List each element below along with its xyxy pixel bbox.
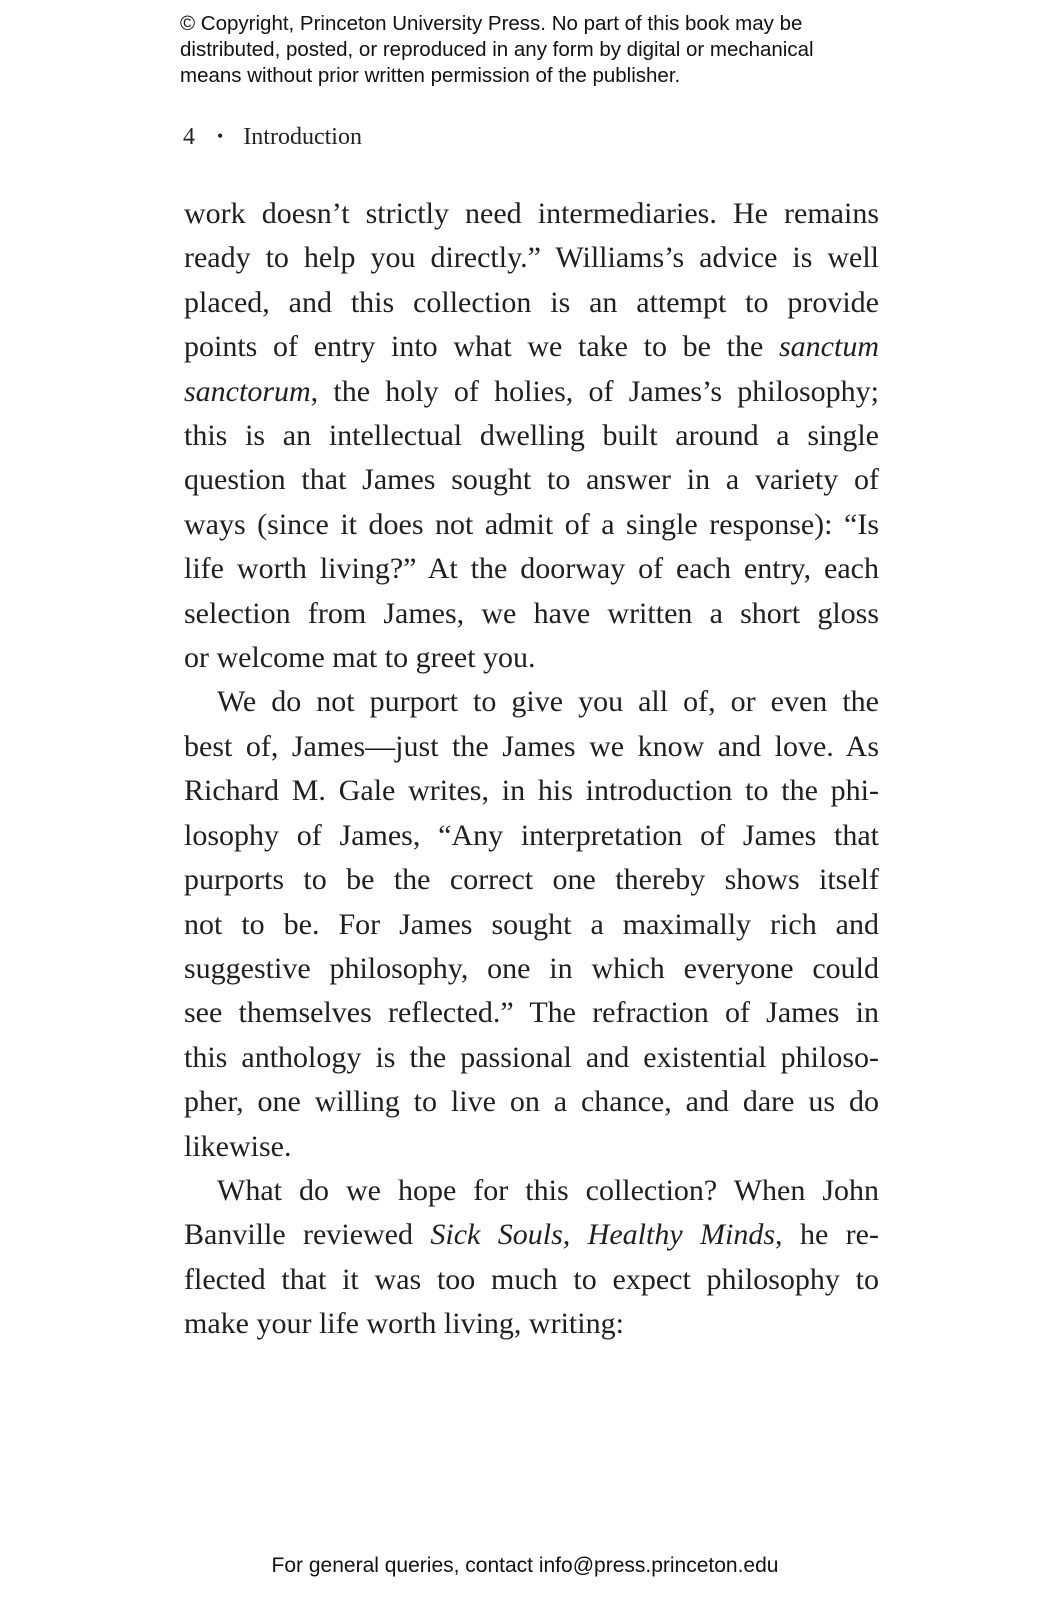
paragraph <box>184 192 879 680</box>
text-line: losophy of James, “Any interpretation of James that <box>184 818 879 852</box>
copyright-line: means without prior written permission of the publisher. <box>180 64 681 87</box>
section-title: Introduction <box>243 124 362 150</box>
paragraph <box>184 1169 879 1347</box>
running-head <box>183 124 362 151</box>
text-line: make your life worth living, writing: <box>184 1307 624 1341</box>
text-line: purports to be the correct one thereby shows itself <box>184 863 879 897</box>
text-line: flected that it was too much to expect philosophy to <box>184 1262 879 1296</box>
italic-title: sanctorum <box>184 374 311 408</box>
text-line: What do we hope for this collection? When John <box>217 1173 879 1207</box>
text-line: life worth living?” At the doorway of each entry, each <box>184 552 879 586</box>
text-line: suggestive philosophy, one in which everyone could <box>184 951 879 985</box>
text-line: points of entry into what we take to be the sanctum <box>184 330 879 364</box>
paragraph <box>184 680 879 1168</box>
text-line: pher, one willing to live on a chance, and dare us do <box>184 1085 879 1119</box>
text-line: Banville reviewed Sick Souls, Healthy Minds, he re- <box>184 1218 879 1252</box>
text-line: We do not purport to give you all of, or even the <box>217 685 879 719</box>
text-line: selection from James, we have written a short gloss <box>184 596 879 630</box>
italic-title: sanctum <box>779 330 879 364</box>
page-number: 4 <box>183 124 195 150</box>
text-line: this anthology is the passional and existential philoso- <box>184 1040 879 1074</box>
text-line: Richard M. Gale writes, in his introduction to the phi- <box>184 774 879 808</box>
text-line: this is an intellectual dwelling built around a single <box>184 419 879 453</box>
text-line: best of, James—just the James we know and love. As <box>184 729 879 763</box>
copyright-line: © Copyright, Princeton University Press. No part of this book may be <box>180 12 803 35</box>
text-line: or welcome mat to greet you. <box>184 641 536 675</box>
text-line: not to be. For James sought a maximally rich and <box>184 907 879 941</box>
footer-contact: For general queries, contact info@press.princeton.edu <box>271 1554 779 1577</box>
text-line: ways (since it does not admit of a single response): “Is <box>184 507 879 541</box>
text-line: sanctorum, the holy of holies, of James’s philosophy; <box>184 374 879 408</box>
bullet-separator: • <box>217 126 224 146</box>
italic-title: Sick Souls, Healthy Minds <box>430 1218 776 1252</box>
text-line: likewise. <box>184 1129 292 1163</box>
text-line: see themselves reflected.” The refraction of James in <box>184 996 879 1030</box>
text-line: work doesn’t strictly need intermediaries. He remains <box>184 197 879 230</box>
text-line: question that James sought to answer in a variety of <box>184 463 879 497</box>
text-line: ready to help you directly.” Williams’s advice is well <box>184 241 879 275</box>
text-line: placed, and this collection is an attempt to provide <box>184 285 879 319</box>
copyright-line: distributed, posted, or reproduced in any form by digital or mechanical <box>180 38 814 61</box>
copyright-notice <box>180 11 900 89</box>
body-text <box>184 192 879 1347</box>
